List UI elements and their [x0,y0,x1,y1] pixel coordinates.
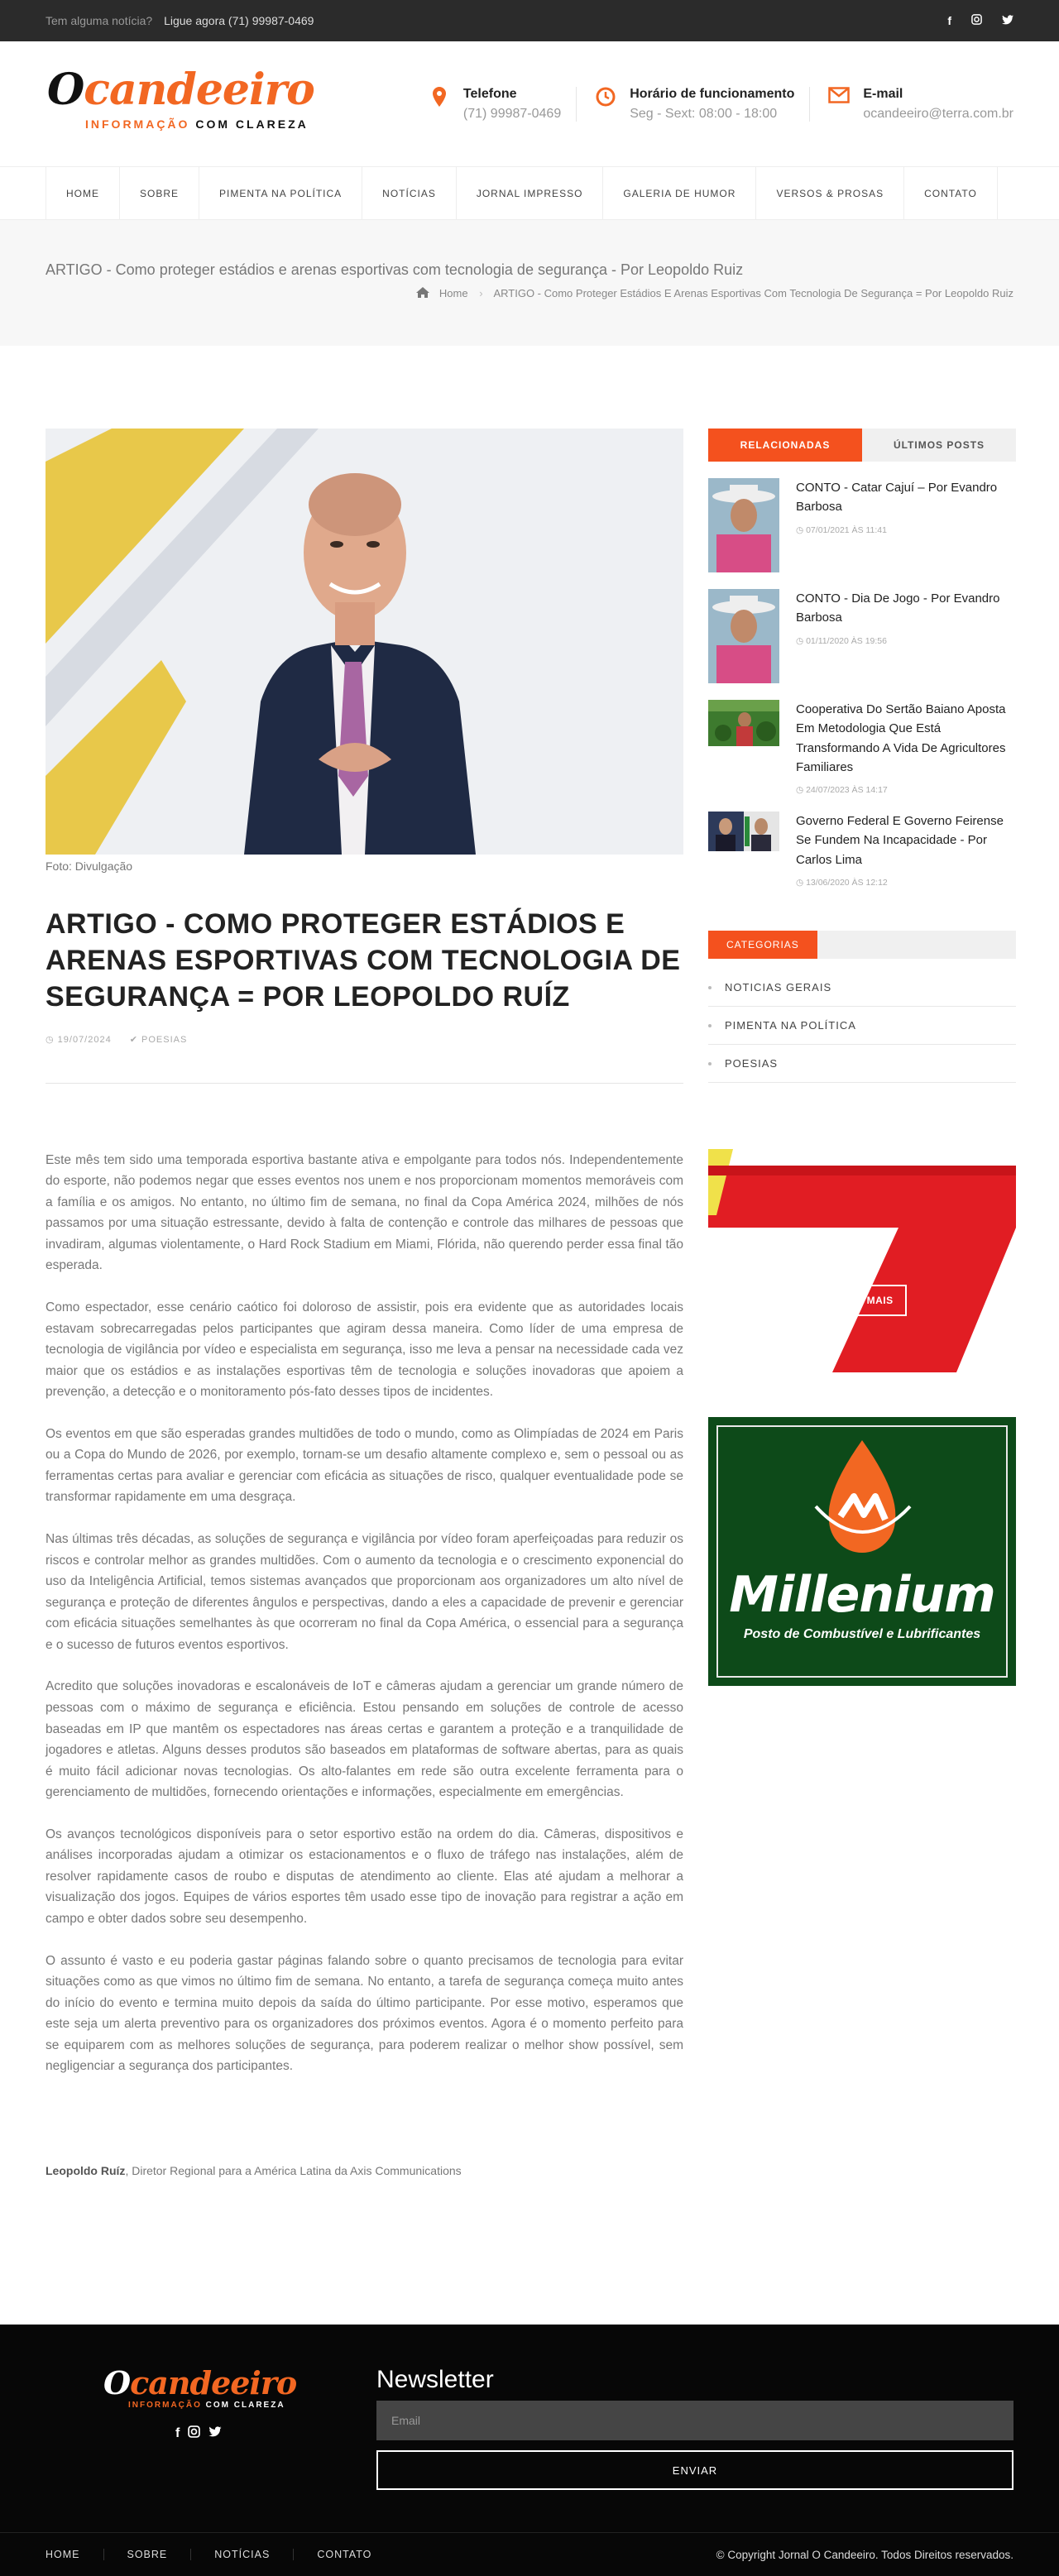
paragraph: O assunto é vasto e eu poderia gastar páginas falando sobre o quanto precisamos de tecnologia para evitar situações como as que vimos no último fim de semana. No entanto, a tarefa de segurança começa muito antes do início do evento e termina muito depois da saída do último participante. Por esse motivo, esperamos que este seja um alerta preventivo para os organizadores dos próximos eventos. Agora é o momento perfeito para se equiparem com as melhores soluções de segurança, para poderem realizar o melhor show possível, sem negligenciar a segurança dos participantes. [46,1953,683,2074]
article-title: ARTIGO - COMO PROTEGER ESTÁDIOS E ARENAS ESPORTIVAS COM TECNOLOGIA DE SEGURANÇA = POR LEOPOLDO RUÍZ [46,908,681,1013]
related-item[interactable] [708,812,1016,888]
top-bar-question: Tem alguma notícia? [46,14,153,27]
clock-icon: ◷ [796,877,807,888]
contact-value: ocandeeiro@terra.com.br [863,106,1013,121]
newsletter-send-button[interactable]: ENVIAR [376,2450,1013,2490]
footer-link-sobre[interactable]: SOBRE [127,2549,192,2560]
clock-icon [592,87,620,112]
category-item[interactable]: NOTICIAS GERAIS [708,969,1016,1007]
photo-caption: Foto: Divulgação [46,859,133,873]
facebook-icon[interactable]: f [175,2426,180,2440]
footer-social [175,2425,222,2442]
divider [46,1083,683,1084]
breadcrumb-home[interactable]: Home [438,287,468,299]
author-credit [46,2164,683,2177]
instagram-icon[interactable] [971,14,982,27]
nav-item-sobre[interactable]: SOBRE [119,167,199,220]
footer-bottom [0,2532,1059,2576]
breadcrumb-separator: › [479,287,483,299]
footer-links [46,2549,418,2560]
ad-brand-text: Millenium [729,1565,995,1624]
related-thumbnail [708,812,779,851]
footer-link-home[interactable]: HOME [46,2549,104,2560]
category-item[interactable]: PIMENTA NA POLÍTICA [708,1007,1016,1045]
facebook-icon[interactable]: f [947,14,951,27]
tab-related[interactable]: RELACIONADAS [708,429,862,462]
logo-wordmark: Ocandeeiro [47,64,314,115]
article-category[interactable]: ✔ POESIAS [129,1034,188,1045]
contact-value: Seg - Sext: 08:00 - 18:00 [630,106,778,121]
article-body [46,1150,683,2077]
contact-email [810,87,1013,122]
related-thumbnail [708,589,779,683]
site-footer [0,2325,1059,2576]
site-header [0,41,1059,167]
author-role: , Diretor Regional para a América Latina da Axis Communications [125,2163,462,2177]
nav-item-contato[interactable]: CONTATO [903,167,998,220]
page-heading: ARTIGO - Como proteger estádios e arenas esportivas com tecnologia de segurança - Por Leopoldo Ruiz [46,261,744,278]
categories-list [708,969,1016,1083]
footer-logo-tagline: INFORMAÇÃO COM CLAREZA [128,2401,285,2410]
nav-item-galeria[interactable]: GALERIA DE HUMOR [602,167,755,220]
site-logo[interactable] [46,64,337,137]
author-name: Leopoldo Ruíz [46,2163,126,2177]
related-title: CONTO - Catar Cajuí – Por Evandro Barbosa [796,481,998,515]
twitter-icon[interactable] [1002,14,1013,27]
breadcrumb [46,287,1013,299]
contact-hours [577,87,810,122]
top-bar-call[interactable]: Ligue agora (71) 99987-0469 [164,14,314,27]
contact-title: E-mail [863,86,903,101]
categories-heading: CATEGORIAS [708,931,1016,959]
page-heading-bar [0,220,1059,346]
envelope-icon [825,87,853,108]
article-meta [46,1034,683,1045]
related-date: ◷ 24/07/2023 ÀS 14:17 [796,785,888,795]
nav-item-pimenta[interactable]: PIMENTA NA POLÍTICA [199,167,362,220]
footer-logo[interactable] [103,2364,298,2417]
nav-item-versos[interactable]: VERSOS & PROSAS [755,167,903,220]
clock-icon: ◷ [796,785,807,795]
saiba-mais-button[interactable]: SAIBA MAIS [817,1285,907,1316]
related-title: Governo Federal E Governo Feirense Se Fundem Na Incapacidade - Por Carlos Lima [796,814,1004,867]
paragraph: Acredito que soluções inovadoras e escalonáveis de IoT e câmeras ajudam a gerenciar um grande número de pessoas com o máximo de segurança e eficiência. Estou pensando em soluções de controle de acesso baseadas em IP que mantêm os espectadores nas áreas certas e garantem a proteção e a tranquilidade de jogadores e atletas. Alguns desses produtos são baseados em plataformas de software abertas, para as quais é muito fácil adicionar novas tecnologias. Os alto-falantes em rede são outra excelente ferramenta para o gerenciamento de multidões, fornecendo orientações e informações, especialmente em emergências. [46,1679,683,1800]
related-date: ◷ 13/06/2020 ÀS 12:12 [796,877,888,888]
map-pin-icon [425,87,453,112]
category-item[interactable]: POESIAS [708,1045,1016,1083]
ad-brand-subtitle: Posto de Combustível e Lubrificantes [743,1626,981,1641]
related-item[interactable] [708,589,1016,683]
ad-banner-red[interactable] [708,1149,1016,1372]
contact-title: Telefone [462,86,517,101]
clock-icon: ◷ [796,635,807,646]
related-date: ◷ 07/01/2021 ÀS 11:41 [796,524,887,535]
contact-title: Horário de funcionamento [630,86,795,101]
ad-banner-millenium[interactable] [708,1417,1016,1686]
twitter-icon[interactable] [208,2426,222,2441]
related-thumbnail [708,700,779,746]
paragraph: Nas últimas três décadas, as soluções de segurança e vigilância por vídeo foram aperfeiçoadas para reduzir os riscos e controlar melhor as grandes multidões. Com o aumento da tecnologia e o crescimento exponencial do uso da Inteligência Artificial, temos sistemas avançados que proporcionam aos organizadores um alto nível de segurança e proteção de diferentes ângulos e perspectivas, dando a eles a capacidade de prevenir e gerenciar com eficácia situações semelhantes às que ocorreram no final da Copa América, o essencial para a segurança e o sucesso de futuros eventos esportivos. [46,1532,683,1652]
newsletter-email-input[interactable]: Email [376,2401,1013,2440]
related-item[interactable] [708,700,1016,795]
paragraph: Este mês tem sido uma temporada esportiva bastante ativa e empolgante para todos nós. Independentemente do esporte, não podemos negar que esses eventos nos unem e nos proporcionam momentos memoráveis com a família e os amigos. No entanto, no último fim de semana, no final da Copa América 2024, milhões de nós passamos por uma situação estressante, devido à falta de contenção e controle das milhares de pessoas que invadiram, algumas violentamente, o Hard Rock Stadium em Miami, Flórida, não querendo perder essa final tão esperada. [46,1152,683,1273]
related-title: CONTO - Dia De Jogo - Por Evandro Barbosa [796,591,1000,625]
tab-latest[interactable]: ÚLTIMOS POSTS [862,429,1016,462]
clock-icon: ◷ [46,1034,58,1045]
newsletter-title: Newsletter [376,2366,494,2393]
home-icon [416,287,429,299]
instagram-icon[interactable] [188,2425,200,2442]
header-contacts [410,87,1013,122]
footer-link-contato[interactable]: CONTATO [317,2549,372,2560]
paragraph: Os eventos em que são esperadas grandes multidões de todo o mundo, como as Olimpíadas de 2024 em Paris ou a Copa do Mundo de 2026, por exemplo, tornam-se um desafio altamente complexo e, sem o pessoal ou as ferramentas certas para avaliar e gerenciar com eficácia as situações de risco, qualquer eventualidade pode se transformar rapidamente em uma desgraça. [46,1426,683,1505]
related-thumbnail [708,478,779,572]
logo-tagline: INFORMAÇÃO COM CLAREZA [85,117,309,131]
nav-item-jornal[interactable]: JORNAL IMPRESSO [456,167,603,220]
breadcrumb-current: ARTIGO - Como Proteger Estádios E Arenas Esportivas Com Tecnologia De Segurança = Por Leopoldo Ruiz [493,287,1013,299]
ad-banner-art [708,1149,1016,1372]
sidebar-tabs [708,429,1016,462]
paragraph: Os avanços tecnológicos disponíveis para o setor esportivo estão na ordem do dia. Câmeras, dispositivos e análises incorporadas ajudam a otimizar os estacionamentos e o fluxo de tráfego nas instalações, além de resolver rapidamente casos de roubo e disputas de atendimento ao cliente. Elas até ajudam a melhorar a visualização dos jogos. Equipes de vários esportes têm usado esse tipo de inovação para registrar a ação em campo e obter dados sobre seu desempenho. [46,1827,683,1926]
related-item[interactable] [708,478,1016,572]
copyright: © Copyright Jornal O Candeeiro. Todos Direitos reservados. [716,2548,1013,2561]
related-date: ◷ 01/11/2020 ÀS 19:56 [796,635,887,646]
article-photo [46,429,683,855]
article [46,429,683,2177]
clock-icon: ◷ [796,524,807,535]
main-nav [0,167,1059,220]
contact-phone [410,87,577,122]
contact-value: (71) 99987-0469 [462,106,562,121]
sidebar [708,429,1016,2177]
check-icon: ✔ [129,1034,141,1045]
related-title: Cooperativa Do Sertão Baiano Aposta Em Metodologia Que Está Transformando A Vida De Agricultores Familiares [796,702,1006,774]
content-wrap [0,346,1059,2177]
nav-item-noticias[interactable]: NOTÍCIAS [362,167,456,220]
footer-link-noticias[interactable]: NOTÍCIAS [214,2549,294,2560]
newsletter [376,2366,1013,2490]
top-bar-contact [46,14,314,27]
author-portrait-image [46,429,683,855]
drop-logo-icon [708,1417,1016,1686]
top-bar [0,0,1059,41]
article-date: ◷ 19/07/2024 [46,1034,112,1045]
nav-item-home[interactable]: HOME [46,167,119,220]
paragraph: Como espectador, esse cenário caótico foi doloroso de assistir, pois era evidente que as autoridades locais estavam sobrecarregadas pelos participantes que agiram dessa maneira. Como líder de uma empresa de tecnologia de vigilância por vídeo e especialista em segurança, isso me leva a pensar na necessidade cada vez maior que os estádios e as instalações esportivas têm de tecnologia e soluções inovadoras que apoiem a prevenção, a detecção e o monitoramento pós-fato desses tipos de incidentes. [46,1300,683,1400]
footer-logo-wordmark: Ocandeeiro [103,2364,297,2401]
social-links [947,14,1013,27]
